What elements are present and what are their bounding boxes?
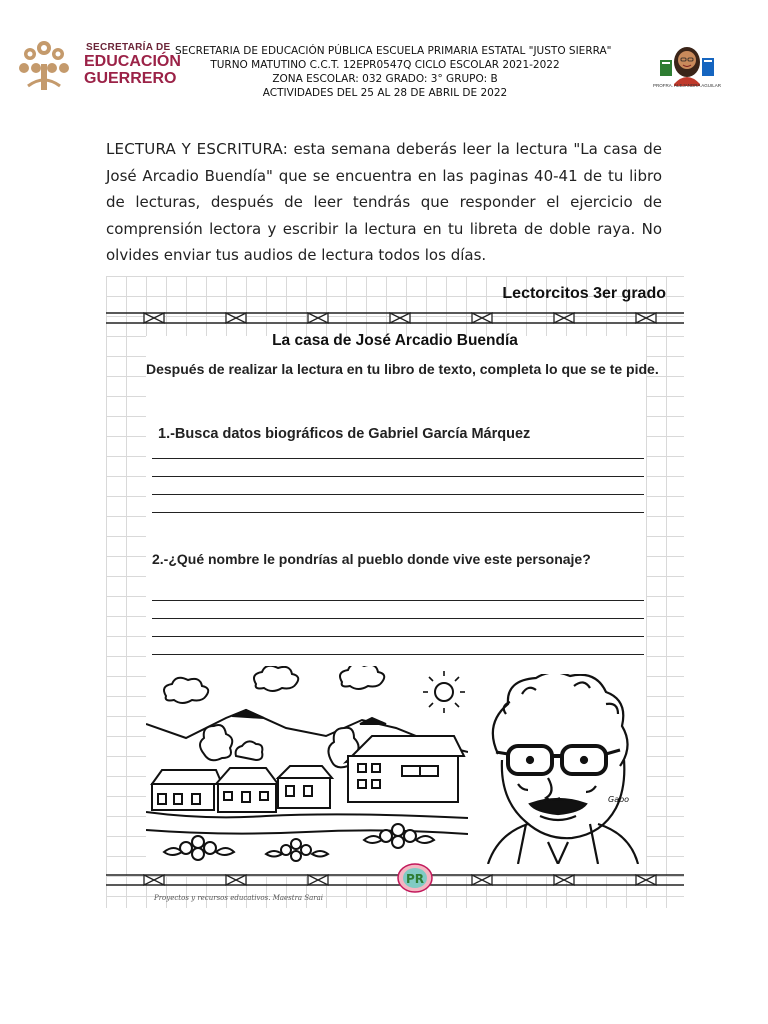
worksheet-banner-title: Lectorcitos 3er grado — [502, 285, 666, 302]
header-line-2: TURNO MATUTINO C.C.T. 12EPR0547Q CICLO ESCOLAR 2021-2022 — [210, 59, 560, 71]
pr-logo-icon — [396, 862, 434, 894]
answer-line[interactable] — [152, 458, 644, 459]
logo-subtitle: SECRETARÍA DE — [86, 42, 171, 53]
intro-lead: LECTURA Y ESCRITURA: — [106, 140, 289, 158]
header-line-3: ZONA ESCOLAR: 032 GRADO: 3° GRUPO: B — [272, 73, 498, 85]
question-2: 2.-¿Qué nombre le pondrías al pueblo donde vive este personaje? — [152, 551, 591, 567]
footer-credit: Proyectos y recursos educativos. Maestra Sarai — [154, 894, 324, 902]
pr-logo-text: PR — [405, 872, 425, 886]
school-header — [175, 44, 612, 100]
intro-paragraph — [106, 136, 662, 269]
answer-line[interactable] — [152, 600, 644, 601]
portrait-signature: Gabo — [608, 795, 630, 804]
worksheet — [106, 276, 684, 908]
answer-line[interactable] — [152, 618, 644, 619]
pencil-border-top — [106, 308, 684, 328]
sep-guerrero-logo — [14, 34, 181, 94]
header-line-1: SECRETARIA DE EDUCACIÓN PÚBLICA ESCUELA PRIMARIA ESTATAL "JUSTO SIERRA" — [175, 45, 612, 57]
village-landscape-illustration — [146, 666, 468, 862]
worksheet-instruction: Después de realizar la lectura en tu libro de texto, completa lo que se te pide. — [146, 361, 659, 377]
header-line-4: ACTIVIDADES DEL 25 AL 28 DE ABRIL DE 2022 — [262, 87, 508, 99]
answer-line[interactable] — [152, 476, 644, 477]
pencil-border-bottom — [106, 870, 684, 890]
answer-line[interactable] — [152, 654, 644, 655]
answer-line[interactable] — [152, 512, 644, 513]
gabriel-garcia-marquez-portrait — [478, 674, 648, 864]
logo-line-2: GUERRERO — [84, 70, 177, 87]
logo-title — [84, 53, 181, 87]
question-1: 1.-Busca datos biográficos de Gabriel García Márquez — [158, 426, 531, 442]
avatar-caption: PROFRA. ALEJANDRA AGUILAR — [652, 83, 722, 88]
intro-body: esta semana deberás leer la lectura "La casa de José Arcadio Buendía" que se encuentra en las paginas 40-41 de tu libro de lecturas, después de leer tendrás que responder el ejercicio de comprensión lectora y escribir la lectura en tu libreta de doble raya. No olvides enviar tus audios de lectura todos los días. — [106, 140, 662, 264]
tree-emblem-icon — [14, 34, 74, 94]
answer-line[interactable] — [152, 494, 644, 495]
logo-line-1: EDUCACIÓN — [84, 53, 181, 70]
worksheet-title: La casa de José Arcadio Buendía — [272, 332, 518, 349]
answer-line[interactable] — [152, 636, 644, 637]
